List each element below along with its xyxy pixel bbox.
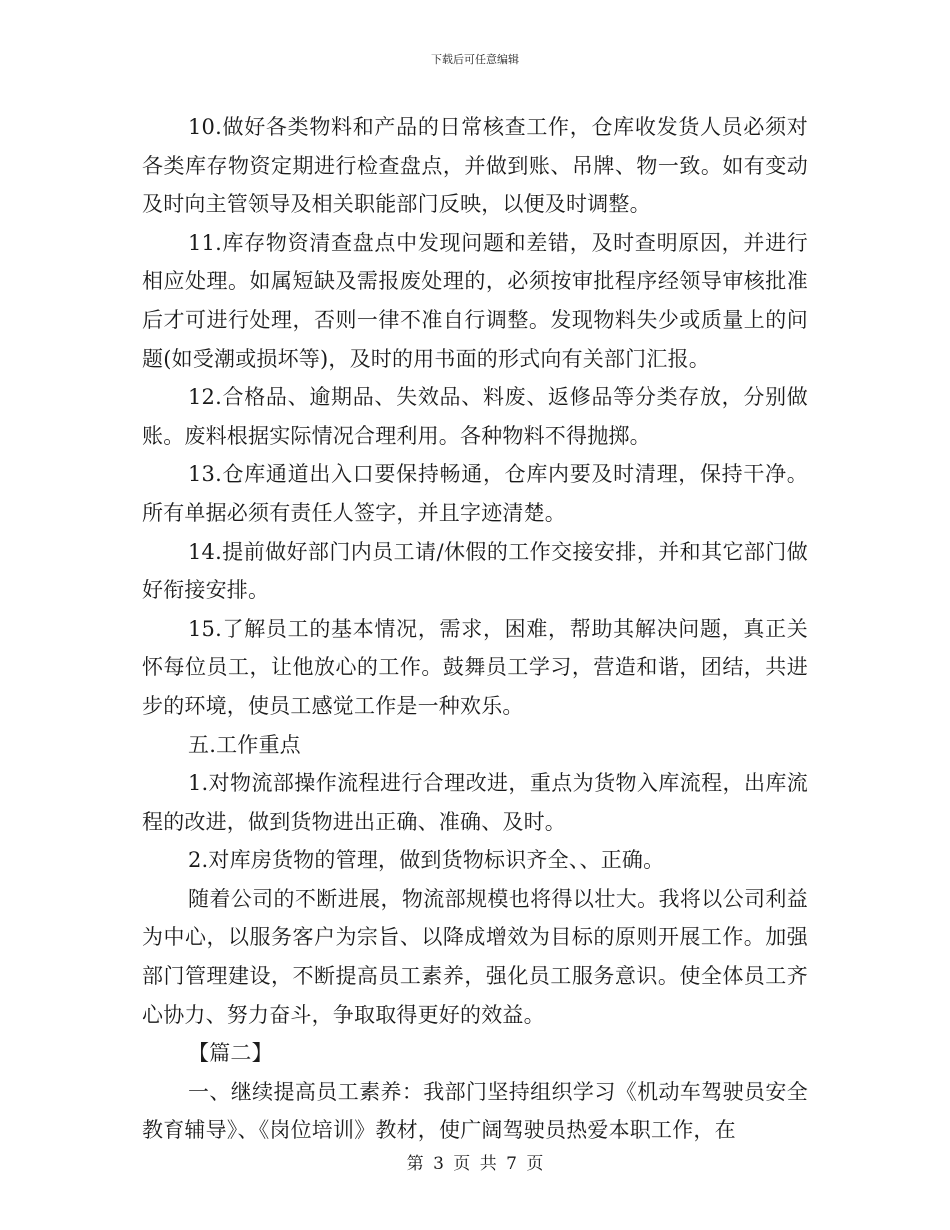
paragraph-focus-2: 2.对库房货物的管理，做到货物标识齐全、、正确。 bbox=[188, 848, 665, 873]
paragraph-focus-1: 1.对物流部操作流程进行合理改进，重点为货物入库流程，出库流程的改进，做到货物进出正确、准确、及时。 bbox=[142, 771, 808, 834]
paragraph-item-11: 11.库存物资清查盘点中发现问题和差错，及时查明原因，并进行相应处理。如属短缺及需报废处理的，必须按审批程序经领导审核批准后才可进行处理，否则一律不准自行调整。发现物料失少或质量上的问题(如受潮或损坏等)，及时的用书面的形式向有关部门汇报。 bbox=[142, 230, 808, 371]
paragraph-item-10: 10.做好各类物料和产品的日常核查工作，仓库收发货人员必须对各类库存物资定期进行检查盘点，并做到账、吊牌、物一致。如有变动及时向主管领导及相关职能部门反映，以便及时调整。 bbox=[142, 115, 808, 217]
paragraph-part-two-1: 一、继续提高员工素养：我部门坚持组织学习《机动车驾驶员安全教育辅导》、《岗位培训》教材，使广阔驾驶员热爱本职工作，在 bbox=[142, 1079, 808, 1143]
page-header: 下载后可任意编辑 bbox=[431, 53, 519, 66]
paragraph-item-12: 12.合格品、逾期品、失效品、料废、返修品等分类存放，分别做账。废料根据实际情况合理利用。各种物料不得抛掷。 bbox=[142, 385, 808, 448]
paragraph-conclusion: 随着公司的不断进展，物流部规模也将得以壮大。我将以公司利益为中心，以服务客户为宗旨、以降成增效为目标的原则开展工作。加强部门管理建设，不断提高员工素养，强化员工服务意识。使全体员工齐心协力、努力奋斗，争取取得更好的效益。 bbox=[142, 886, 808, 1027]
paragraph-item-13: 13.仓库通道出入口要保持畅通，仓库内要及时清理，保持干净。所有单据必须有责任人签字，并且字迹清楚。 bbox=[142, 462, 808, 525]
paragraph-item-15: 15.了解员工的基本情况，需求，困难，帮助其解决问题，真正关怀每位员工，让他放心的工作。鼓舞员工学习，营造和谐，团结，共进步的环境，使员工感觉工作是一种欢乐。 bbox=[142, 616, 808, 718]
section-heading-work-focus: 五.工作重点 bbox=[188, 732, 301, 757]
page-number-footer: 第 3 页 共 7 页 bbox=[406, 1154, 544, 1174]
paragraph-item-14: 14.提前做好部门内员工请/休假的工作交接安排，并和其它部门做好衔接安排。 bbox=[142, 539, 808, 603]
document-body bbox=[142, 108, 808, 1150]
section-heading-part-two: 【篇二】 bbox=[188, 1041, 273, 1066]
